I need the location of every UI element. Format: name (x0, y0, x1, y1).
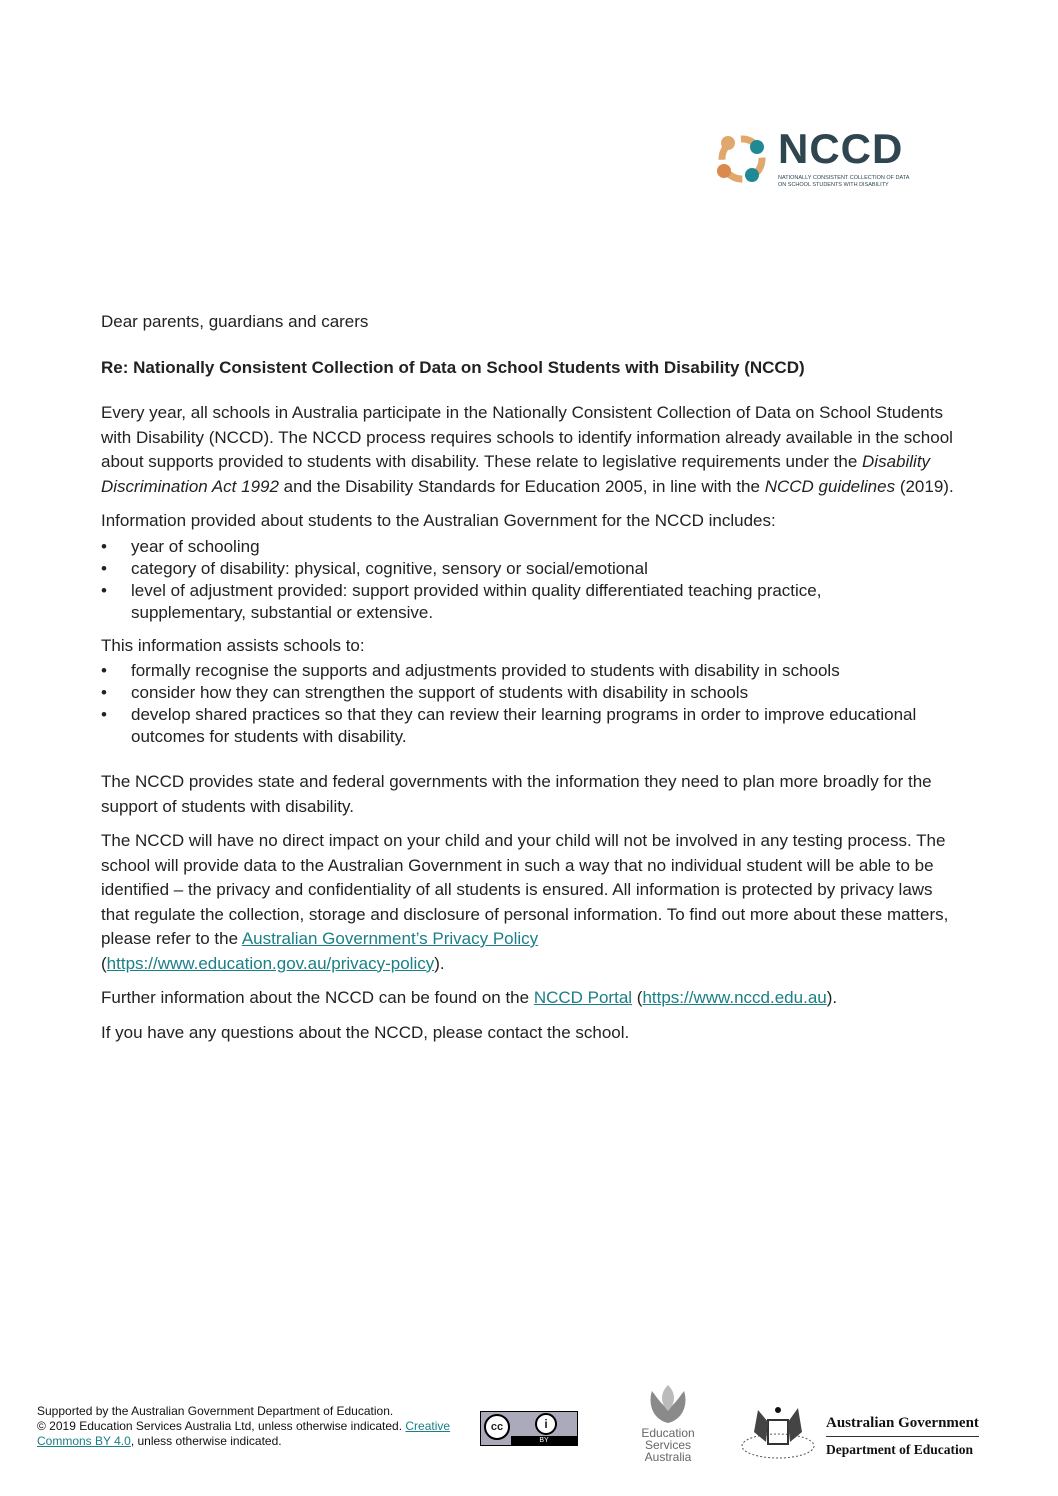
list-intro: This information assists schools to: (101, 635, 365, 655)
privacy-policy-link[interactable]: Australian Government’s Privacy Policy (241, 929, 539, 948)
coat-of-arms-icon (738, 1402, 818, 1464)
paragraph-3 (101, 634, 961, 749)
list-item: • consider how they can strengthen the support of students with disability in schools (101, 682, 961, 704)
nccd-portal-link[interactable]: NCCD Portal (533, 988, 633, 1007)
list-intro: Information provided about students to the Australian Government for the NCCD includes: (101, 511, 776, 530)
esa-text: Education (641, 1426, 695, 1440)
list-item: • level of adjustment provided: support provided within quality differentiated teaching practice, supplementary, substantial or extensive. (101, 580, 961, 624)
australian-government-logo (738, 1402, 1038, 1464)
list-item: • formally recognise the supports and adjustments provided to students with disability in schools (101, 660, 961, 682)
esa-flower-icon (646, 1385, 690, 1425)
paragraph-5: The NCCD will have no direct impact on your child and your child will not be involved in any testing process. The school will provide data to the Australian Government in such a way that no individual student will be able to be identified – the privacy and confidentiality of all students is ensured. All information is protected by privacy laws that regulate the collection, storage and disclosure of personal information. To find out more about these matters, please refer to the Australian Government’s Privacy Policy (https://www.education.gov.au/privacy-policy). (101, 831, 949, 973)
nccd-url-link[interactable]: https://www.nccd.edu.au (642, 988, 827, 1007)
cc-icon: cc (484, 1414, 510, 1440)
cc-by-badge (480, 1411, 578, 1446)
attribution-icon: i (535, 1413, 557, 1435)
esa-text: Australia (644, 1450, 692, 1464)
by-label: BY (511, 1436, 577, 1445)
footer-line: , unless otherwise indicated. (130, 1434, 282, 1448)
paragraph-2 (101, 509, 961, 624)
salutation: Dear parents, guardians and carers (101, 312, 369, 331)
paragraph-1: Every year, all schools in Australia participate in the Nationally Consistent Collection of Data on School Students with Disability (NCCD). The NCCD process requires schools to identify information already available in the school about supports provided to students with disability. These relate to legislative requirements under the Disability Discrimination Act 1992 and the Disability Standards for Education 2005, in line with the NCCD guidelines (2019). (101, 403, 954, 496)
license-link[interactable]: Creative Commons BY 4.0 (37, 1419, 451, 1448)
letter-body (101, 310, 961, 1045)
list-item: • develop shared practices so that they can review their learning programs in order to improve educational outcomes for students with disability. (101, 704, 961, 748)
list-item: • year of schooling (101, 536, 961, 558)
list-item: • category of disability: physical, cognitive, sensory or social/emotional (101, 558, 961, 580)
paragraph-4: The NCCD provides state and federal governments with the information they need to plan more broadly for the support of students with disability. (101, 772, 932, 816)
privacy-policy-url-link[interactable]: https://www.education.gov.au/privacy-policy (106, 953, 435, 973)
paragraph-6: Further information about the NCCD can be found on the NCCD Portal (https://www.nccd.edu.au). (101, 988, 838, 1007)
logo-subtitle: NATIONALLY CONSISTENT COLLECTION OF DATA ON SCHOOL STUDENTS WITH DISABILITY (778, 175, 910, 188)
gov-dept: Department of Education (826, 1442, 973, 1457)
nccd-people-circle-icon (712, 129, 772, 189)
esa-text: Services (644, 1438, 691, 1452)
gov-title: Australian Government (826, 1414, 979, 1437)
heading: Re: Nationally Consistent Collection of Data on School Students with Disability (NCCD) (101, 357, 805, 377)
paragraph-7: If you have any questions about the NCCD, please contact the school. (101, 1022, 630, 1042)
footer-line: © 2019 Education Services Australia Ltd, unless otherwise indicated. (37, 1419, 406, 1433)
footer-credits (37, 1404, 475, 1449)
footer-line: Supported by the Australian Government Department of Education. (37, 1404, 394, 1418)
logo-wordmark: NCCD (778, 125, 904, 172)
esa-logo (630, 1385, 706, 1463)
nccd-logo (712, 125, 912, 195)
